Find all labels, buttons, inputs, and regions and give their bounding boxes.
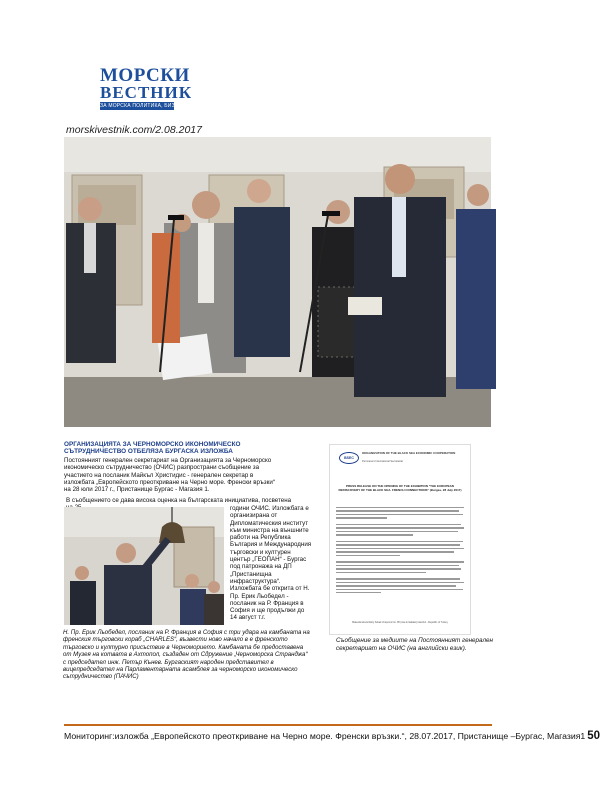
group-photo-speakers-icon bbox=[64, 137, 491, 427]
press-release-org: ORGANIZATION OF THE BLACK SEA ECONOMIC COOPERATION bbox=[362, 451, 456, 455]
logo-tagline: ЗА МОРСКА ПОЛИТИКА, БИЗНЕС И КУЛТУРА bbox=[100, 103, 217, 109]
logo-line2: ВЕСТНИК bbox=[100, 83, 193, 102]
article-paragraph-2-rest: години ОЧИС. Изложбата е организирана от Дипломатическия институт към министра на външните работи на Република България и Международния търговски и културен център „ГЕОПАН“ - Бургас под патронажа на ДП „Пристанищна инфраструктура“. Изложбата бе открита от Н. Пр. Ерик Льобедел - посланик на Р. Франция в София и ще продължи до 14 август т.г. bbox=[230, 505, 312, 622]
main-photo bbox=[64, 137, 491, 427]
press-release-thumbnail bbox=[329, 444, 471, 635]
article-paragraph-2-lead: В съобщението се дава висока оценка на българската инициатива, посветена bbox=[66, 497, 292, 504]
press-release-org-sub: Permanent International Secretariat bbox=[362, 460, 403, 463]
monitoring-footer bbox=[64, 730, 600, 742]
footer-rule bbox=[64, 724, 492, 726]
bell-ceremony-icon bbox=[64, 507, 224, 625]
article-heading: ОРГАНИЗАЦИЯТА ЗА ЧЕРНОМОРСКО ИКОНОМИЧЕСКО СЪТРУДНИЧЕСТВО ОТБЕЛЯЗА БУРГАСКА ИЗЛОЖБА bbox=[64, 441, 241, 456]
page-number: 50 bbox=[587, 730, 600, 742]
logo-line1: МОРСКИ bbox=[100, 65, 190, 86]
footer-text: Мониторинг:изложба „Европейското преоткриване на Черно море. Френски връзки.“, 28.07.2017, Пристанище –Бургас, Магазия1 bbox=[64, 731, 586, 741]
source-url: morskivestnik.com/2.08.2017 bbox=[66, 124, 202, 136]
press-release-footer: Makedonska Enfskiy Sokak Vosporos No. 85 (Asa & Itakalar) Istanbul - Republic of Turkey bbox=[352, 621, 448, 624]
press-release-title: PRESS RELEASE ON THE OPENING OF THE EXHIBITION "THE EUROPEAN REDISCOVERY OF THE BLACK SEA. FRENCH CONNECTIONS" (Burgas, 28 July 2017) bbox=[338, 484, 462, 492]
press-release-body-lines bbox=[336, 507, 464, 596]
publication-logo bbox=[100, 65, 217, 110]
article-paragraph-1: Постоянният генерален секретариат на Организацията за Черноморско икономическо сътрудничество (ОЧИС) разпространи съобщение за участието на посланик Майкъл Христидис - генерален секретар в изложбата „Европейското преоткриване на Черно море. Френски връзки“ на 28 юли 2017 г., Пристанище Бургас - Магазия 1. bbox=[64, 457, 275, 494]
bsec-logo: BSEC bbox=[339, 452, 359, 464]
photo-caption: Н. Пр. Ерик Льобедел, посланик на Р. Франция в София с три удара на камбаната на френския търговски кораб „CHARLES“, възвести ново начало в е френското търговско и културно присъствие в Черноморието. Камбаната бе предоставена от Музея на котвата в Ахтопол, създаден от Сдружение „Черноморска Странджа“ с председател инж. Петър Кънев. Бургаският народен представител в вицепредседател на Парламентарната асамблея за черноморско икономическо сътрудничество (ПАЧИС) bbox=[63, 629, 310, 681]
press-release-caption: Съобщение за медиите на Постоянният генерален секретариат на ОЧИС (на английски език). bbox=[336, 637, 493, 652]
bell-ringing-photo bbox=[64, 507, 224, 625]
